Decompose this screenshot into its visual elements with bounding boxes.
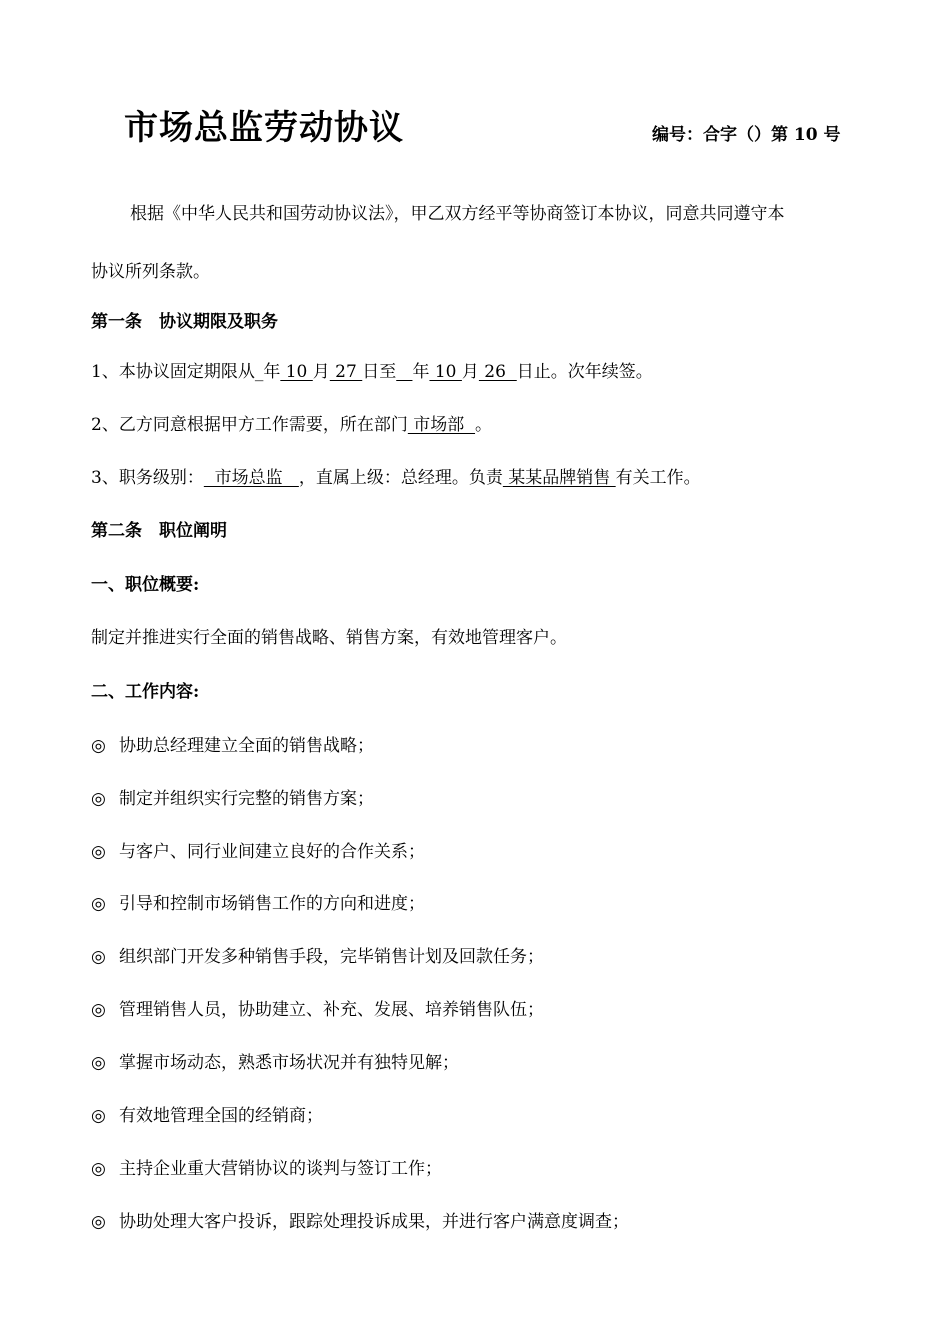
bullet-icon: ◎ [91, 1106, 106, 1126]
end-year-blank [396, 362, 412, 382]
responsibility-value: 某某品牌销售 [502, 468, 616, 488]
position-prefix: 3、职务级别： [91, 468, 204, 488]
term-text: 月 [312, 362, 330, 382]
term-prefix: 1、本协议固定期限从_年 [91, 362, 281, 382]
end-month: 10 [429, 362, 462, 382]
duty-item [91, 837, 425, 862]
duty-item [91, 889, 425, 914]
duty-text: 协助总经理建立全面的销售战略； [119, 736, 374, 756]
section-1-text: 制定并推进实行全面的销售战略、销售方案，有效地管理客户。 [91, 628, 567, 648]
bullet-icon: ◎ [91, 1053, 106, 1073]
duty-item [91, 731, 374, 756]
duty-item [91, 1154, 442, 1179]
document-number: 编号：合字（）第 10 号 [652, 125, 841, 145]
duty-text: 制定并组织实行完整的销售方案； [119, 789, 374, 809]
duty-text: 协助处理大客户投诉，跟踪处理投诉成果，并进行客户满意度调查； [119, 1212, 629, 1232]
department-suffix: 。 [475, 415, 493, 435]
bullet-icon: ◎ [91, 1000, 106, 1020]
duty-item [91, 1048, 459, 1073]
term-suffix: 日止。次年续签。 [516, 362, 653, 382]
duty-item [91, 1207, 629, 1232]
duty-text: 管理销售人员，协助建立、补充、发展、培养销售队伍； [119, 1000, 544, 1020]
duty-item [91, 942, 544, 967]
department-prefix: 2、乙方同意根据甲方工作需要，所在部门 [91, 415, 408, 435]
duty-text: 引导和控制市场销售工作的方向和进度； [119, 894, 425, 914]
position-value: 市场总监 [203, 468, 299, 488]
intro-line-2: 协议所列条款。 [91, 262, 210, 282]
position-suffix: 有关工作。 [615, 468, 701, 488]
duty-item [91, 784, 374, 809]
term-text: 月 [461, 362, 479, 382]
duty-item [91, 1101, 323, 1126]
duty-text: 有效地管理全国的经销商； [119, 1106, 323, 1126]
department-value: 市场部 [407, 415, 476, 435]
section-1-heading: 一、职位概要: [91, 575, 200, 595]
bullet-icon: ◎ [91, 736, 106, 756]
duty-item [91, 995, 544, 1020]
department-clause [91, 410, 492, 435]
duty-text: 组织部门开发多种销售手段，完毕销售计划及回款任务； [119, 947, 544, 967]
duty-text: 与客户、同行业间建立良好的合作关系； [119, 842, 425, 862]
position-clause [91, 463, 701, 488]
position-text: ，直属上级：总经理。负责 [298, 468, 503, 488]
start-month: 10 [280, 362, 313, 382]
bullet-icon: ◎ [91, 789, 106, 809]
intro-line-1: 根据《中华人民共和国劳动协议法》，甲乙双方经平等协商签订本协议，同意共同遵守本 [130, 204, 785, 224]
term-clause [91, 357, 653, 382]
duty-text: 主持企业重大营销协议的谈判与签订工作； [119, 1159, 442, 1179]
bullet-icon: ◎ [91, 894, 106, 914]
start-day: 27 [329, 362, 363, 382]
section-2-heading: 二、工作内容: [91, 682, 200, 702]
bullet-icon: ◎ [91, 1159, 106, 1179]
article-1-heading: 第一条 协议期限及职务 [91, 312, 278, 332]
document-title: 市场总监劳动协议 [124, 108, 404, 148]
bullet-icon: ◎ [91, 1212, 106, 1232]
duty-text: 掌握市场动态，熟悉市场状况并有独特见解； [119, 1053, 459, 1073]
bullet-icon: ◎ [91, 947, 106, 967]
bullet-icon: ◎ [91, 842, 106, 862]
end-day: 26 [478, 362, 517, 382]
term-text: 日至 [362, 362, 397, 382]
article-2-heading: 第二条 职位阐明 [91, 521, 227, 541]
term-text: 年 [412, 362, 430, 382]
